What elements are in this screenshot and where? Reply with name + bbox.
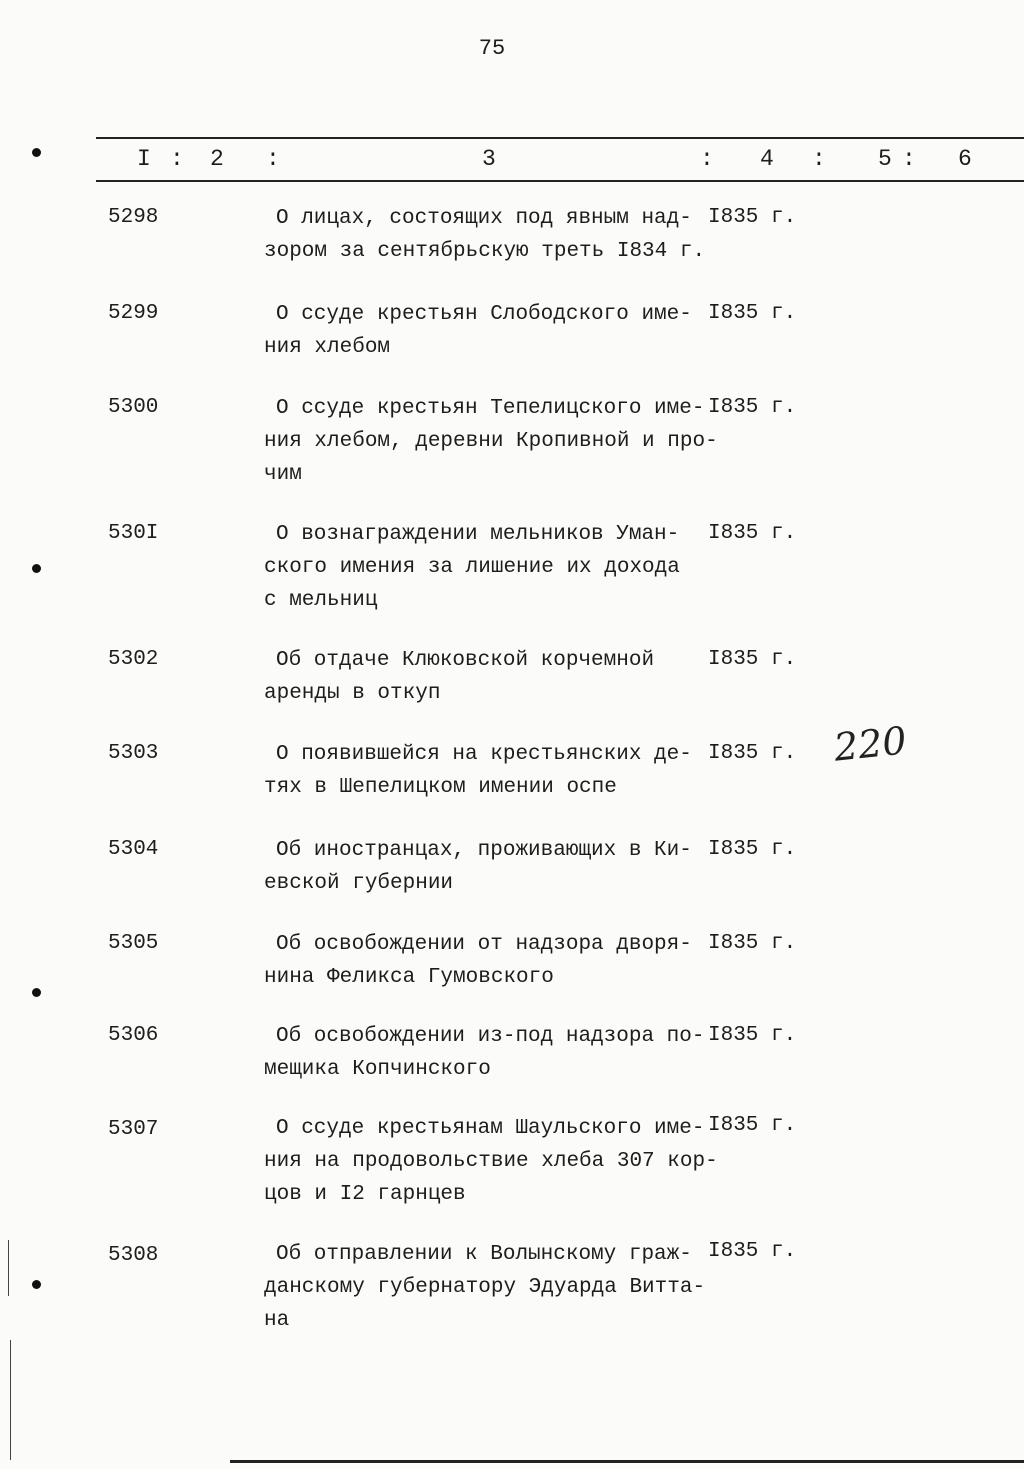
- record-title-line: О ссуде крестьян Тепелицского име-: [276, 397, 705, 420]
- record-year: I835 г.: [708, 522, 797, 545]
- record-number: 5303: [108, 742, 159, 765]
- record-year: I835 г.: [708, 932, 797, 955]
- handwritten-annotation: 220: [831, 718, 909, 770]
- record-title-line: нина Феликса Гумовского: [264, 966, 554, 989]
- header-separator: :: [812, 146, 826, 172]
- record-title-line: Об освобождении от надзора дворя-: [276, 933, 692, 956]
- page-number: 75: [478, 36, 506, 61]
- record-year: I835 г.: [708, 648, 797, 671]
- record-year: I835 г.: [708, 396, 797, 419]
- record-number: 5302: [108, 648, 159, 671]
- footer-rule: [230, 1460, 1024, 1463]
- scan-edge-mark: [8, 1240, 9, 1296]
- binding-hole: [32, 1280, 41, 1289]
- record-title-line: данскому губернатору Эдуарда Витта-: [264, 1276, 706, 1299]
- record-number: 5299: [108, 302, 159, 325]
- header-col-1: I: [137, 146, 151, 172]
- record-year: I835 г.: [708, 838, 797, 861]
- record-title-line: ния на продовольствие хлеба 307 кор-: [264, 1150, 718, 1173]
- record-title: [264, 392, 718, 491]
- record-title: [264, 644, 709, 710]
- record-number: 5308: [108, 1244, 159, 1267]
- record-year: I835 г.: [708, 302, 797, 325]
- record-title-line: чим: [264, 463, 302, 486]
- record-title-line: цов и I2 гарнцев: [264, 1183, 466, 1206]
- record-number: 530I: [108, 522, 159, 545]
- binding-hole: [32, 564, 41, 573]
- binding-hole: [32, 988, 41, 997]
- header-bottom-rule: [96, 180, 1024, 182]
- record-title-line: О вознаграждении мельников Уман-: [276, 523, 680, 546]
- scan-edge-mark: [10, 1340, 11, 1460]
- header-separator: :: [266, 146, 280, 172]
- record-number: 5306: [108, 1024, 159, 1047]
- header-separator: :: [700, 146, 714, 172]
- header-col-2: 2: [210, 146, 224, 172]
- record-number: 5305: [108, 932, 159, 955]
- record-title-line: Об отправлении к Волынскому граж-: [276, 1243, 692, 1266]
- header-separator: :: [170, 146, 184, 172]
- record-year: I835 г.: [708, 206, 797, 229]
- record-year: I835 г.: [708, 1240, 797, 1263]
- record-title-line: О появившейся на крестьянских де-: [276, 743, 692, 766]
- binding-hole: [32, 148, 41, 157]
- record-title: [264, 928, 709, 994]
- record-title-line: О лицах, состоящих под явным над-: [276, 207, 692, 230]
- record-year: I835 г.: [708, 1114, 797, 1137]
- record-title-line: мещика Копчинского: [264, 1058, 491, 1081]
- record-number: 5298: [108, 206, 159, 229]
- record-title-line: ния хлебом, деревни Кропивной и про-: [264, 430, 718, 453]
- record-title-line: ского имения за лишение их дохода: [264, 556, 680, 579]
- record-title-line: аренды в откуп: [264, 682, 441, 705]
- record-year: I835 г.: [708, 742, 797, 765]
- record-title: [264, 738, 709, 804]
- header-col-5: 5: [878, 146, 892, 172]
- header-separator: :: [902, 146, 916, 172]
- record-title: [264, 834, 709, 900]
- record-title-line: Об освобождении из-под надзора по-: [276, 1025, 705, 1048]
- record-title-line: с мельниц: [264, 589, 378, 612]
- header-col-6: 6: [958, 146, 972, 172]
- header-col-4: 4: [760, 146, 774, 172]
- record-title: [264, 298, 709, 364]
- record-title-line: зором за сентябрьскую треть I834 г.: [264, 240, 706, 263]
- record-number: 5307: [108, 1118, 159, 1141]
- record-title-line: евской губернии: [264, 872, 454, 895]
- header-col-3: 3: [482, 146, 496, 172]
- record-title: [264, 518, 709, 617]
- record-title: [264, 1238, 709, 1337]
- record-number: 5300: [108, 396, 159, 419]
- header-top-rule: [96, 137, 1024, 139]
- record-year: I835 г.: [708, 1024, 797, 1047]
- record-title-line: на: [264, 1309, 290, 1332]
- record-title-line: О ссуде крестьян Слободского име-: [276, 303, 692, 326]
- record-title: [264, 202, 709, 268]
- record-title-line: ния хлебом: [264, 336, 391, 359]
- record-title-line: Об отдаче Клюковской корчемной: [276, 649, 655, 672]
- record-title-line: О ссуде крестьянам Шаульского име-: [276, 1117, 705, 1140]
- record-number: 5304: [108, 838, 159, 861]
- record-title: [264, 1112, 718, 1211]
- record-title-line: тях в Шепелицком имении оспе: [264, 776, 617, 799]
- record-title: [264, 1020, 709, 1086]
- record-title-line: Об иностранцах, проживающих в Ки-: [276, 839, 692, 862]
